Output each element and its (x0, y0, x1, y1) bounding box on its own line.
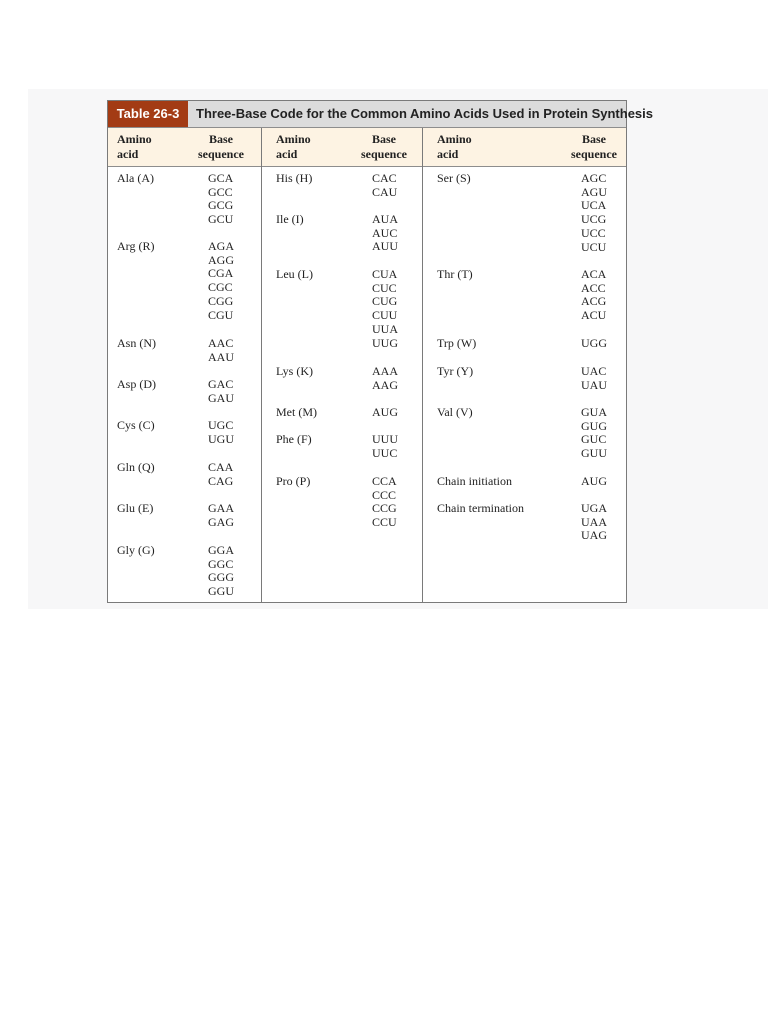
header-base-sequence-3 (571, 132, 617, 162)
codon: CUU (372, 308, 398, 323)
codon-list (581, 337, 607, 351)
amino-acid-entry (276, 475, 310, 489)
codon: CCA (372, 474, 397, 488)
amino-acid-entry (117, 172, 154, 186)
header-sequence-word: sequence (361, 147, 407, 161)
codon-list (581, 365, 607, 392)
amino-acid-entry (117, 544, 155, 558)
amino-acid-name: Gln (Q) (117, 460, 155, 474)
header-sequence-word: sequence (571, 147, 617, 161)
header-amino-word: Amino (276, 132, 311, 146)
amino-acid-name: Ala (A) (117, 171, 154, 185)
codon-list (372, 365, 398, 392)
codon: AUU (372, 239, 398, 254)
codon: AUA (372, 212, 398, 226)
codon-list (208, 502, 234, 529)
header-base-word: Base (582, 132, 606, 146)
amino-acid-name: Lys (K) (276, 364, 313, 378)
codon: GGA (208, 543, 234, 557)
amino-acid-entry (117, 240, 154, 254)
amino-acid-name: Tyr (Y) (437, 364, 474, 378)
codon: AAC (208, 336, 234, 350)
codon-list (208, 337, 234, 364)
amino-acid-entry (117, 378, 156, 392)
header-amino-acid-1 (117, 132, 152, 162)
column-divider (422, 128, 423, 602)
codon: UCG (581, 212, 607, 227)
codon: CUG (372, 294, 398, 309)
amino-acid-entry (437, 365, 473, 379)
header-amino-word: Amino (117, 132, 152, 146)
amino-acid-entry (437, 406, 473, 420)
codon: CUC (372, 280, 397, 295)
codon: GCG (208, 198, 234, 213)
header-base-sequence-1 (198, 132, 244, 162)
codon: AGG (208, 252, 234, 267)
codon: GUU (581, 446, 607, 461)
amino-acid-entry (276, 268, 313, 282)
amino-acid-name: Glu (E) (117, 501, 154, 515)
codon-list (581, 268, 606, 323)
header-base-word: Base (372, 132, 396, 146)
codon-list (372, 433, 398, 460)
amino-acid-entry (276, 433, 312, 447)
codon-list (581, 172, 607, 254)
amino-acid-name: Phe (F) (276, 432, 312, 446)
amino-acid-entry (437, 172, 471, 186)
codon-list (581, 502, 607, 543)
header-amino-word: Amino (437, 132, 472, 146)
amino-acid-entry (117, 461, 155, 475)
codon: CGU (208, 307, 234, 322)
codon: AGU (581, 184, 607, 199)
codon: GAU (208, 390, 234, 405)
codon: AGA (208, 239, 234, 253)
header-acid-word: acid (276, 147, 298, 161)
header-base-sequence-2 (361, 132, 407, 162)
codon: AGC (581, 171, 607, 185)
codon-list (208, 240, 234, 322)
codon: UGG (581, 336, 607, 350)
codon-list (208, 544, 234, 599)
amino-acid-name: Met (M) (276, 405, 317, 419)
amino-acid-entry (276, 213, 304, 227)
codon: CGG (208, 293, 234, 308)
codon: CAU (372, 184, 398, 199)
amino-acid-entry (276, 365, 313, 379)
table-number: Table 26-3 (108, 101, 188, 127)
codon: UGA (581, 501, 607, 515)
amino-acid-name: Ile (I) (276, 212, 304, 226)
table-title: Three-Base Code for the Common Amino Acids Used in Protein Synthesis (196, 106, 653, 121)
amino-acid-name: Gly (G) (117, 543, 155, 557)
amino-acid-name: Asn (N) (117, 336, 156, 350)
codon: GGG (208, 570, 234, 585)
codon-table (107, 100, 653, 603)
amino-acid-entry (276, 406, 317, 420)
amino-acid-name: Trp (W) (437, 336, 477, 350)
codon: GAG (208, 514, 234, 529)
codon-list (208, 461, 233, 488)
amino-acid-name: Thr (T) (437, 267, 473, 281)
codon: GAC (208, 377, 234, 391)
column-divider (261, 128, 262, 602)
codon: AUG (581, 474, 607, 488)
amino-acid-name: Pro (P) (276, 474, 311, 488)
amino-acid-entry (437, 337, 476, 351)
codon: CAA (208, 460, 234, 474)
codon: AUG (372, 405, 398, 419)
codon: CCU (372, 515, 397, 530)
codon: CAG (208, 473, 234, 488)
header-base-word: Base (209, 132, 233, 146)
amino-acid-name: Chain initiation (437, 474, 512, 488)
amino-acid-name: Arg (R) (117, 239, 155, 253)
amino-acid-name: Chain termination (437, 501, 524, 515)
amino-acid-entry (117, 502, 153, 516)
codon: AAA (372, 364, 398, 378)
codon: AAU (208, 349, 234, 364)
table-header-row (108, 128, 626, 167)
codon-list (372, 172, 397, 199)
amino-acid-entry (437, 475, 512, 489)
codon-list (372, 475, 397, 530)
codon: CCC (372, 487, 397, 502)
header-sequence-word: sequence (198, 147, 244, 161)
codon: UUG (372, 335, 398, 350)
codon-list (208, 419, 234, 446)
codon: CUA (372, 267, 398, 281)
codon: ACG (581, 294, 607, 309)
codon: UAC (581, 364, 607, 378)
codon: CAC (372, 171, 397, 185)
amino-acid-entry (117, 419, 155, 433)
codon-list (208, 378, 234, 405)
amino-acid-name: Val (V) (437, 405, 473, 419)
codon: CGC (208, 280, 233, 295)
codon: GUA (581, 405, 607, 419)
codon: GCA (208, 171, 234, 185)
codon: AUC (372, 225, 398, 240)
amino-acid-name: Cys (C) (117, 418, 155, 432)
codon: UCU (581, 239, 607, 254)
codon: GAA (208, 501, 234, 515)
amino-acid-entry (437, 268, 473, 282)
codon: GCU (208, 212, 234, 227)
codon: ACC (581, 280, 606, 295)
amino-acid-name: His (H) (276, 171, 313, 185)
codon: CGA (208, 266, 234, 281)
codon: GGU (208, 584, 234, 599)
codon: UAU (581, 377, 607, 392)
codon: UGU (208, 431, 234, 446)
header-amino-acid-3 (437, 132, 472, 162)
codon-list (372, 406, 398, 420)
codon-list (208, 172, 233, 227)
amino-acid-name: Leu (L) (276, 267, 313, 281)
codon-list (372, 268, 398, 350)
codon-list (581, 475, 607, 489)
codon: UAA (581, 514, 607, 529)
codon: GCC (208, 184, 233, 199)
codon: ACU (581, 308, 607, 323)
codon: UUC (372, 445, 398, 460)
codon: GGC (208, 556, 234, 571)
header-amino-acid-2 (276, 132, 311, 162)
codon-list (372, 213, 398, 254)
codon: UUA (372, 321, 398, 336)
header-acid-word: acid (437, 147, 459, 161)
header-acid-word: acid (117, 147, 139, 161)
amino-acid-entry (276, 172, 312, 186)
codon: ACA (581, 267, 607, 281)
codon: AAG (372, 377, 398, 392)
codon: GUG (581, 418, 607, 433)
codon: UAG (581, 528, 607, 543)
amino-acid-entry (117, 337, 156, 351)
codon: UCC (581, 225, 606, 240)
amino-acid-entry (437, 502, 524, 516)
table-title-bar (108, 101, 653, 128)
codon: CCG (372, 501, 397, 516)
amino-acid-name: Ser (S) (437, 171, 471, 185)
amino-acid-name: Asp (D) (117, 377, 156, 391)
codon-list (581, 406, 607, 461)
codon: UCA (581, 198, 607, 213)
codon: UUU (372, 432, 398, 446)
codon: GUC (581, 432, 607, 447)
codon: UGC (208, 418, 234, 432)
